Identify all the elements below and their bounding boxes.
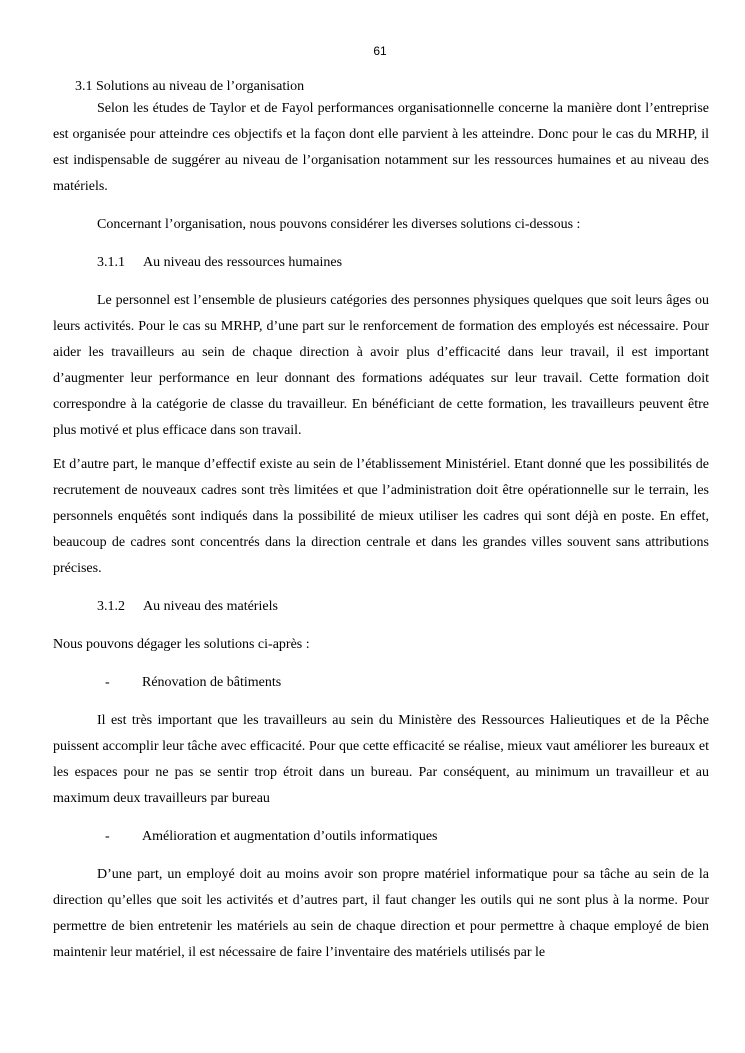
paragraph-intro: Selon les études de Taylor et de Fayol performances organisationnelle concerne la manière dont l’entreprise est organisée pour atteindre ces objectifs et la façon dont elle parvient à les atteindre. Donc pour le cas du MRHP, il est indispensable de suggérer au niveau de l’organisation notamment sur les ressources humaines et au niveau des matériels.: [53, 101, 709, 194]
subsection-title: Au niveau des ressources humaines: [143, 255, 343, 270]
section-heading: 3.1 Solutions au niveau de l’organisation: [75, 79, 305, 94]
bullet-informatique: [53, 824, 709, 850]
paragraph-autre-part: Et d’autre part, le manque d’effectif existe au sein de l’établissement Ministériel. Etant donné que les possibilités de recrutement de nouveaux cadres sont très limitées et que l’administration doit être opérationnelle sur le terrain, les personnels enquêtés sont indiqués dans la possibilité de mieux utiliser les cadres qui sont déjà en poste. En effet, beaucoup de cadres sont concentrés dans la direction centrale et dans les grandes villes souvent sans attributions précises.: [53, 457, 709, 576]
paragraph-personnel: Le personnel est l’ensemble de plusieurs catégories des personnes physiques quelques que soit leurs âges ou leurs activités. Pour le cas su MRHP, d’une part sur le renforcement de formation des employés est nécessaire. Pour aider les travailleurs au sein de chaque direction à avoir plus d’efficacité dans leur travail, il est important d’augmenter leur performance en leur donnant des formations adéquates sur leur travail. Cette formation doit correspondre à la catégorie de classe du travailleur. En bénéficiant de cette formation, les travailleurs peuvent être plus motivé et plus efficace dans son travail.: [53, 293, 709, 438]
paragraph-concernant: Concernant l’organisation, nous pouvons considérer les diverses solutions ci-dessous :: [97, 217, 581, 232]
page-number: 61: [373, 44, 387, 58]
subsection-heading-rh: [53, 250, 709, 276]
bullet-label: Rénovation de bâtiments: [142, 675, 282, 690]
page-content: [53, 78, 709, 966]
subsection-number: 3.1.2: [97, 599, 125, 614]
bullet-label: Amélioration et augmentation d’outils informatiques: [142, 829, 438, 844]
bullet-dash: -: [105, 829, 110, 844]
paragraph-informatique: D’une part, un employé doit au moins avoir son propre matériel informatique pour sa tâche au sein de la direction qu’elles que soit les activités et d’autres part, il faut changer les outils qui ne sont plus à la norme. Pour permettre de bien entretenir les matériels au sein de chaque direction et pour permettre à chaque employé de bien maintenir leur matériel, il est nécessaire de faire l’inventaire des matériels utilisés par le: [53, 867, 709, 960]
subsection-heading-materiels: [53, 594, 709, 620]
subsection-number: 3.1.1: [97, 255, 125, 270]
bullet-dash: -: [105, 675, 110, 690]
subsection-title: Au niveau des matériels: [143, 599, 278, 614]
paragraph-renovation: Il est très important que les travailleurs au sein du Ministère des Ressources Halieutiques et de la Pêche puissent accomplir leur tâche avec efficacité. Pour que cette efficacité se réalise, mieux vaut améliorer les bureaux et les espaces pour ne pas se sentir trop étroit dans un bureau. Par conséquent, au minimum un travailleur et au maximum deux travailleurs par bureau: [53, 713, 709, 806]
bullet-renovation: [53, 670, 709, 696]
paragraph-nous-pouvons: Nous pouvons dégager les solutions ci-après :: [53, 637, 310, 652]
